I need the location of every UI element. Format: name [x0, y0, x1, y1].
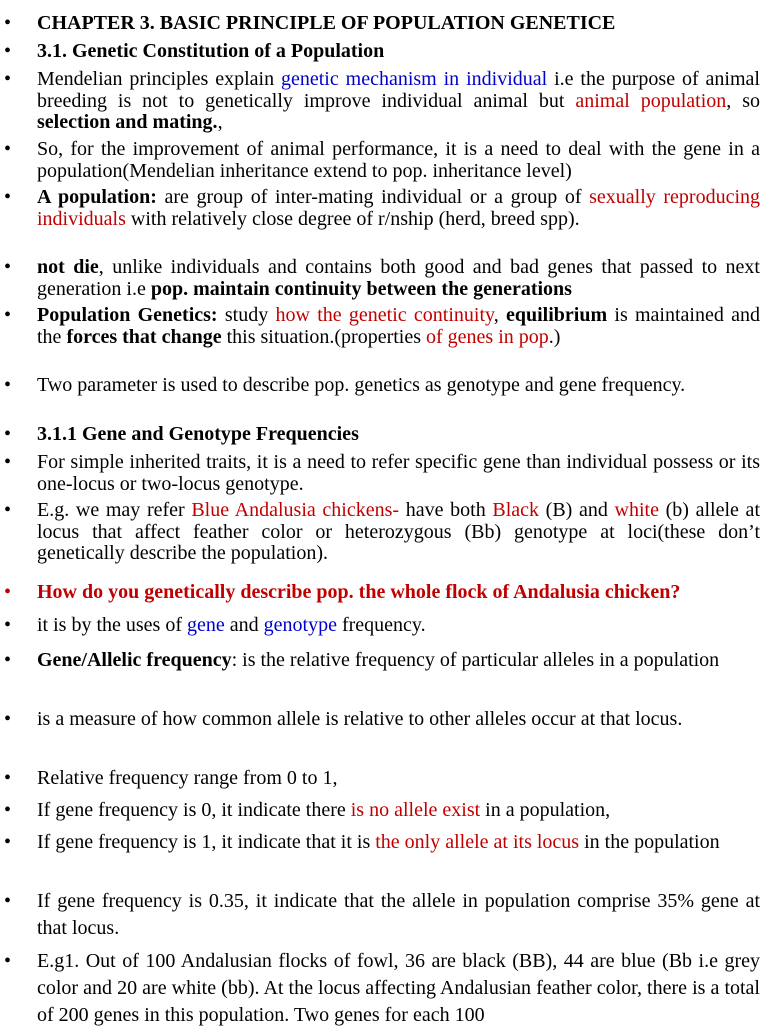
- bullet-marker: •: [4, 12, 12, 34]
- item-text: [37, 13, 760, 35]
- text-run: is a measure of how common allele is relative to other alleles occur at that locus.: [37, 708, 683, 730]
- text-run: For simple inherited traits, it is a need to refer specific gene than individual possess or its one-locus or two-locus genotype.: [37, 451, 760, 495]
- text-run: is no allele exist: [350, 799, 481, 821]
- text-run: 3.1. Genetic Constitution of a Population: [37, 40, 385, 62]
- bullet-item: [0, 69, 760, 134]
- bullet-item: [0, 257, 760, 300]
- bullet-marker: •: [4, 581, 12, 603]
- item-text: [37, 257, 760, 300]
- text-run: ,: [217, 111, 223, 133]
- bullet-marker: •: [4, 186, 12, 208]
- bullet-item: [0, 797, 760, 824]
- text-run: how the genetic continuity: [275, 304, 494, 326]
- text-run: (b) allele at locus that affect feather color or heterozygous (Bb) genotype at loci(these don’t genetically describe the population).: [37, 499, 760, 564]
- text-run: 3.1.1 Gene and Genotype Frequencies: [37, 423, 359, 445]
- text-run: it is by the uses of: [37, 614, 187, 636]
- text-run: study: [217, 304, 276, 326]
- item-text: [37, 69, 760, 134]
- item-text: [37, 647, 760, 674]
- bullet-item: [0, 582, 760, 604]
- text-run: with relatively close degree of r/nship (herd, breed spp).: [125, 207, 580, 230]
- bullet-item: [0, 500, 760, 565]
- bullet-marker: •: [4, 499, 12, 521]
- bullet-item: [0, 139, 760, 182]
- item-text: [37, 765, 760, 792]
- text-run: are group of inter-mating individual or a group of: [156, 186, 590, 208]
- text-run: CHAPTER 3. BASIC PRINCIPLE OF POPULATION GENETICE: [37, 12, 616, 34]
- item-text: [37, 888, 760, 942]
- item-text: [37, 375, 760, 397]
- bullet-item: [0, 948, 760, 1029]
- bullet-marker: •: [4, 950, 12, 972]
- text-run: in the population: [579, 831, 720, 853]
- text-run: ,: [493, 304, 506, 326]
- text-run: selection and mating.: [37, 111, 218, 133]
- text-run: , so: [726, 89, 760, 112]
- text-run: How do you genetically describe pop. the whole flock of Andalusia chicken?: [37, 581, 681, 603]
- item-text: [37, 797, 760, 824]
- text-run: of genes in pop: [426, 325, 549, 348]
- text-run: Mendelian principles explain: [37, 68, 281, 90]
- item-text: [37, 139, 760, 182]
- bullet-marker: •: [4, 256, 12, 278]
- bullet-item: [0, 647, 760, 674]
- bullet-marker: •: [4, 68, 12, 90]
- bullet-marker: •: [4, 614, 12, 636]
- item-text: [37, 948, 760, 1029]
- text-run: have both: [399, 499, 493, 521]
- bullet-marker: •: [4, 40, 12, 62]
- text-run: the only allele at its locus: [375, 831, 580, 853]
- bullet-item: [0, 615, 760, 637]
- text-run: Relative frequency range from 0 to 1,: [37, 767, 338, 789]
- bullet-item: [0, 424, 760, 446]
- item-text: [37, 706, 760, 733]
- text-run: gene: [187, 614, 225, 636]
- bullet-marker: •: [4, 708, 12, 730]
- bullet-item: [0, 765, 760, 792]
- text-run: Population Genetics:: [37, 304, 218, 326]
- bullet-item: [0, 187, 760, 230]
- bullet-item: [0, 305, 760, 348]
- text-run: white: [614, 499, 659, 521]
- text-run: So, for the improvement of animal performance, it is a need to deal with the gene in a population(Mendelian inheritance extend to pop. inheritance level): [37, 138, 760, 182]
- text-run: forces that change: [66, 325, 222, 348]
- bullet-marker: •: [4, 138, 12, 160]
- item-text: [37, 829, 760, 856]
- bullet-marker: •: [4, 799, 12, 821]
- bullet-marker: •: [4, 831, 12, 853]
- text-run: genotype: [263, 614, 337, 636]
- item-text: [37, 305, 760, 348]
- bullet-item: [0, 41, 760, 63]
- text-run: E.g1. Out of 100 Andalusian flocks of fowl, 36 are black (BB), 44 are blue (Bb i.e grey color and 20 are white (bb). At the locus affecting Andalusian feather color, there is a total of 200 genes in this population. Two genes for each 100: [37, 950, 760, 1026]
- text-run: If gene frequency is 0.35, it indicate that the allele in population comprise 35% gene at that locus.: [37, 890, 760, 939]
- bullet-marker: •: [4, 649, 12, 671]
- text-run: Two parameter is used to describe pop. genetics as genotype and gene frequency.: [37, 374, 686, 396]
- text-run: not die: [37, 256, 99, 278]
- text-run: A population:: [37, 186, 157, 208]
- text-run: If gene frequency is 1, it indicate that it is: [37, 831, 376, 853]
- text-run: i.e the purpose of animal breeding is not to genetically improve individual animal but: [37, 68, 760, 112]
- text-run: equilibrium: [505, 304, 608, 326]
- text-run: genetic mechanism in individual: [280, 68, 548, 90]
- bullet-marker: •: [4, 451, 12, 473]
- bullet-item: [0, 452, 760, 495]
- text-run: If gene frequency is 0, it indicate there: [37, 799, 351, 821]
- text-run: .): [548, 325, 561, 348]
- text-run: : is the relative frequency of particular alleles in a population: [231, 649, 720, 671]
- item-text: [37, 424, 760, 446]
- item-text: [37, 41, 760, 63]
- bullet-item: [0, 706, 760, 733]
- item-text: [37, 582, 760, 604]
- text-run: , unlike individuals and contains both good and bad genes that passed to next generation i.e: [37, 256, 760, 300]
- text-run: (B) and: [539, 499, 615, 521]
- item-text: [37, 187, 760, 230]
- text-run: animal population: [575, 89, 727, 112]
- bullet-item: [0, 888, 760, 942]
- bullet-item: [0, 13, 760, 35]
- text-run: pop. maintain continuity between the generations: [150, 277, 572, 300]
- text-run: is maintained and the: [37, 304, 760, 348]
- bullet-item: [0, 829, 760, 856]
- text-run: Blue Andalusia chickens-: [191, 499, 400, 521]
- text-run: and: [224, 614, 264, 636]
- text-run: Gene/Allelic frequency: [37, 649, 232, 671]
- item-text: [37, 615, 760, 637]
- text-run: E.g. we may refer: [37, 499, 192, 521]
- bullet-marker: •: [4, 890, 12, 912]
- bullet-marker: •: [4, 304, 12, 326]
- text-run: sexually reproducing individuals: [37, 186, 760, 230]
- text-run: frequency.: [336, 614, 426, 636]
- text-run: Black: [492, 499, 540, 521]
- text-run: in a population,: [480, 799, 611, 821]
- bullet-marker: •: [4, 767, 12, 789]
- bullet-marker: •: [4, 374, 12, 396]
- item-text: [37, 452, 760, 495]
- bullet-marker: •: [4, 423, 12, 445]
- text-run: this situation.(properties: [221, 325, 427, 348]
- bullet-item: [0, 375, 760, 397]
- item-text: [37, 500, 760, 565]
